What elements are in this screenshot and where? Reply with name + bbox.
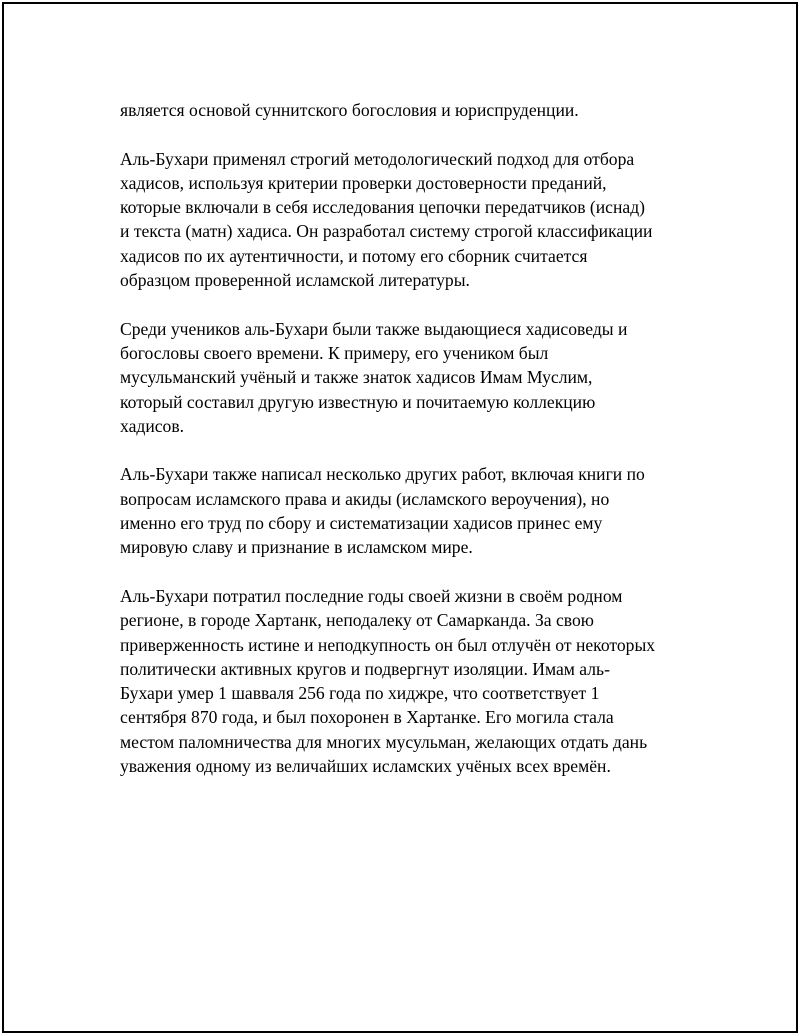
paragraph-3: Среди учеников аль-Бухари были также выдающиеся хадисоведы и богословы своего времени. К примеру, его учеником был мусульманский учёный и также знаток хадисов Имам Муслим, который составил другую известную и почитаемую коллекцию хадисов. — [120, 318, 628, 436]
document-body — [120, 98, 700, 803]
paragraph-1: является основой суннитского богословия и юриспруденции. — [120, 100, 579, 120]
paragraph-5: Аль-Бухари потратил последние годы своей жизни в своём родном регионе, в городе Хартанк, неподалеку от Самарканда. За свою приверженность истине и неподкупность он был отлучён от некоторых политически активных кругов и подвергнут изоляции. Имам аль- Бухари умер 1 шавваля 256 года по хиджре, что соответствует 1 сентября 870 года, и был похоронен в Хартанке. Его могила стала местом паломничества для многих мусульман, желающих отдать дань уважения одному из величайших исламских учёных всех времён. — [120, 585, 656, 777]
paragraph-2: Аль-Бухари применял строгий методологический подход для отбора хадисов, используя критерии проверки достоверности преданий, которые включали в себя исследования цепочки передатчиков (иснад) и текста (матн) хадиса. Он разработал систему строгой классификации хадисов по их аутентичности, и потому его сборник считается образцом проверенной исламской литературы. — [120, 148, 653, 291]
document-page — [2, 2, 798, 1033]
paragraph-4: Аль-Бухари также написал несколько других работ, включая книги по вопросам исламского права и акиды (исламского вероучения), но именно его труд по сбору и систематизации хадисов принес ему мировую славу и признание в исламском мире. — [120, 464, 645, 558]
